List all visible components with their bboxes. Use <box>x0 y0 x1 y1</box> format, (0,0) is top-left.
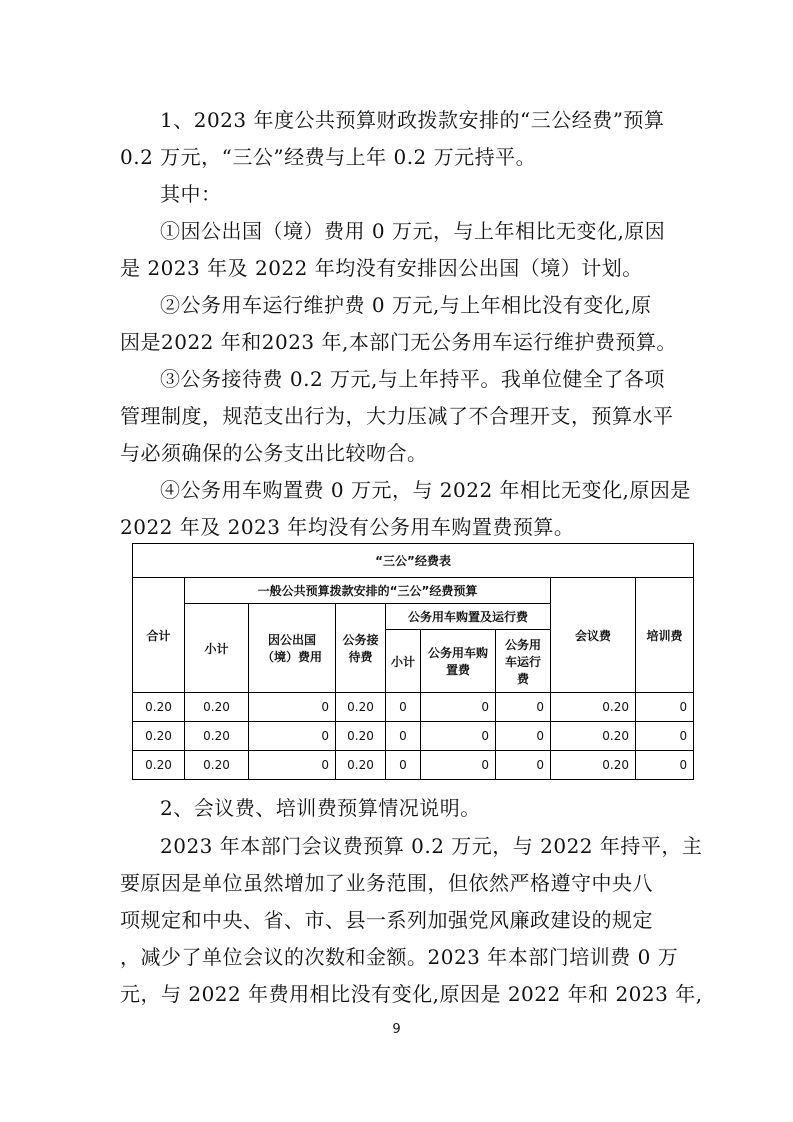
cell-meeting: 0.20 <box>551 751 636 780</box>
page-number: 9 <box>392 1022 401 1037</box>
cell-vehicle-operation: 0 <box>496 693 551 722</box>
cell-vehicle-purchase: 0 <box>421 722 496 751</box>
paragraph-abroad <box>120 213 685 287</box>
paragraph-among <box>120 176 685 213</box>
text-line: 0.2 万元，“三公”经费与上年 0.2 万元持平。 <box>120 145 537 169</box>
cell-subtotal: 0.20 <box>185 722 249 751</box>
cell-training: 0 <box>636 693 694 722</box>
text-line: 2022 年及 2023 年均没有公务用车购置费预算。 <box>120 515 575 539</box>
cell-vehicle-subtotal: 0 <box>386 751 421 780</box>
cell-abroad: 0 <box>249 693 336 722</box>
cell-training: 0 <box>636 722 694 751</box>
header-meeting: 会议费 <box>551 578 636 693</box>
table-row <box>133 722 694 751</box>
cell-abroad: 0 <box>249 751 336 780</box>
text-line: 要原因是单位虽然增加了业务范围，但依然严格遵守中央八 <box>120 871 653 895</box>
cell-vehicle-operation: 0 <box>496 722 551 751</box>
header-reception: 公务接待费 <box>336 604 386 693</box>
paragraph-sangong-budget <box>120 102 685 176</box>
header-abroad: 因公出国（境）费用 <box>249 604 336 693</box>
sangong-expense-table <box>132 543 694 780</box>
header-vehicle-group: 公务用车购置及运行费 <box>386 604 551 630</box>
header-total: 合计 <box>133 578 185 693</box>
cell-vehicle-purchase: 0 <box>421 693 496 722</box>
header-training: 培训费 <box>636 578 694 693</box>
cell-total: 0.20 <box>133 722 185 751</box>
text-line: 1、2023 年度公共预算财政拨款安排的“三公经费”预算 <box>160 108 665 132</box>
text-line: 项规定和中央、省、市、县一系列加强党风廉政建设的规定 <box>120 908 653 932</box>
text-line: 2、会议费、培训费预算情况说明。 <box>160 796 481 820</box>
cell-reception: 0.20 <box>336 722 386 751</box>
cell-subtotal: 0.20 <box>185 693 249 722</box>
text-line: 2023 年本部门会议费预算 0.2 万元，与 2022 年持平，主 <box>160 834 703 858</box>
table-row <box>133 751 694 780</box>
paragraph-meeting-training-heading <box>120 790 685 827</box>
cell-meeting: 0.20 <box>551 693 636 722</box>
text-line: 元，与 2022 年费用相比没有变化,原因是 2022 年和 2023 年, <box>120 982 703 1006</box>
paragraph-meeting-training <box>120 828 703 1013</box>
cell-reception: 0.20 <box>336 693 386 722</box>
cell-vehicle-operation: 0 <box>496 751 551 780</box>
cell-subtotal: 0.20 <box>185 751 249 780</box>
text-line: ③公务接待费 0.2 万元,与上年持平。我单位健全了各项 <box>160 367 665 391</box>
text-line: ②公务用车运行维护费 0 万元,与上年相比没有变化,原 <box>160 293 652 317</box>
text-line: 与必须确保的公务支出比较吻合。 <box>120 441 428 465</box>
table-title: “三公”经费表 <box>133 544 694 578</box>
cell-total: 0.20 <box>133 751 185 780</box>
cell-abroad: 0 <box>249 722 336 751</box>
text-line: ①因公出国（境）费用 0 万元，与上年相比无变化,原因 <box>160 219 666 243</box>
text-line: 因是2022 年和2023 年,本部门无公务用车运行维护费预算。 <box>120 330 677 354</box>
text-line: 管理制度，规范支出行为，大力压减了不合理开支，预算水平 <box>120 404 674 428</box>
text-line: 其中： <box>160 182 222 206</box>
table-row <box>133 693 694 722</box>
text-line: 是 2023 年及 2022 年均没有安排因公出国（境）计划。 <box>120 256 643 280</box>
paragraph-vehicle-operation <box>120 287 685 361</box>
cell-reception: 0.20 <box>336 751 386 780</box>
cell-meeting: 0.20 <box>551 722 636 751</box>
cell-training: 0 <box>636 751 694 780</box>
header-vehicle-subtotal: 小计 <box>386 630 421 693</box>
cell-total: 0.20 <box>133 693 185 722</box>
header-subtotal: 小计 <box>185 604 249 693</box>
paragraph-vehicle-purchase <box>120 472 691 546</box>
header-vehicle-purchase: 公务用车购置费 <box>421 630 496 693</box>
cell-vehicle-purchase: 0 <box>421 751 496 780</box>
paragraph-reception <box>120 361 685 472</box>
cell-vehicle-subtotal: 0 <box>386 722 421 751</box>
text-line: ④公务用车购置费 0 万元，与 2022 年相比无变化,原因是 <box>160 478 691 502</box>
header-vehicle-operation: 公务用车运行费 <box>496 630 551 693</box>
cell-vehicle-subtotal: 0 <box>386 693 421 722</box>
text-line: ，减少了单位会议的次数和金额。2023 年本部门培训费 0 万 <box>120 945 679 969</box>
header-group: 一般公共预算拨款安排的“三公”经费预算 <box>185 578 551 604</box>
